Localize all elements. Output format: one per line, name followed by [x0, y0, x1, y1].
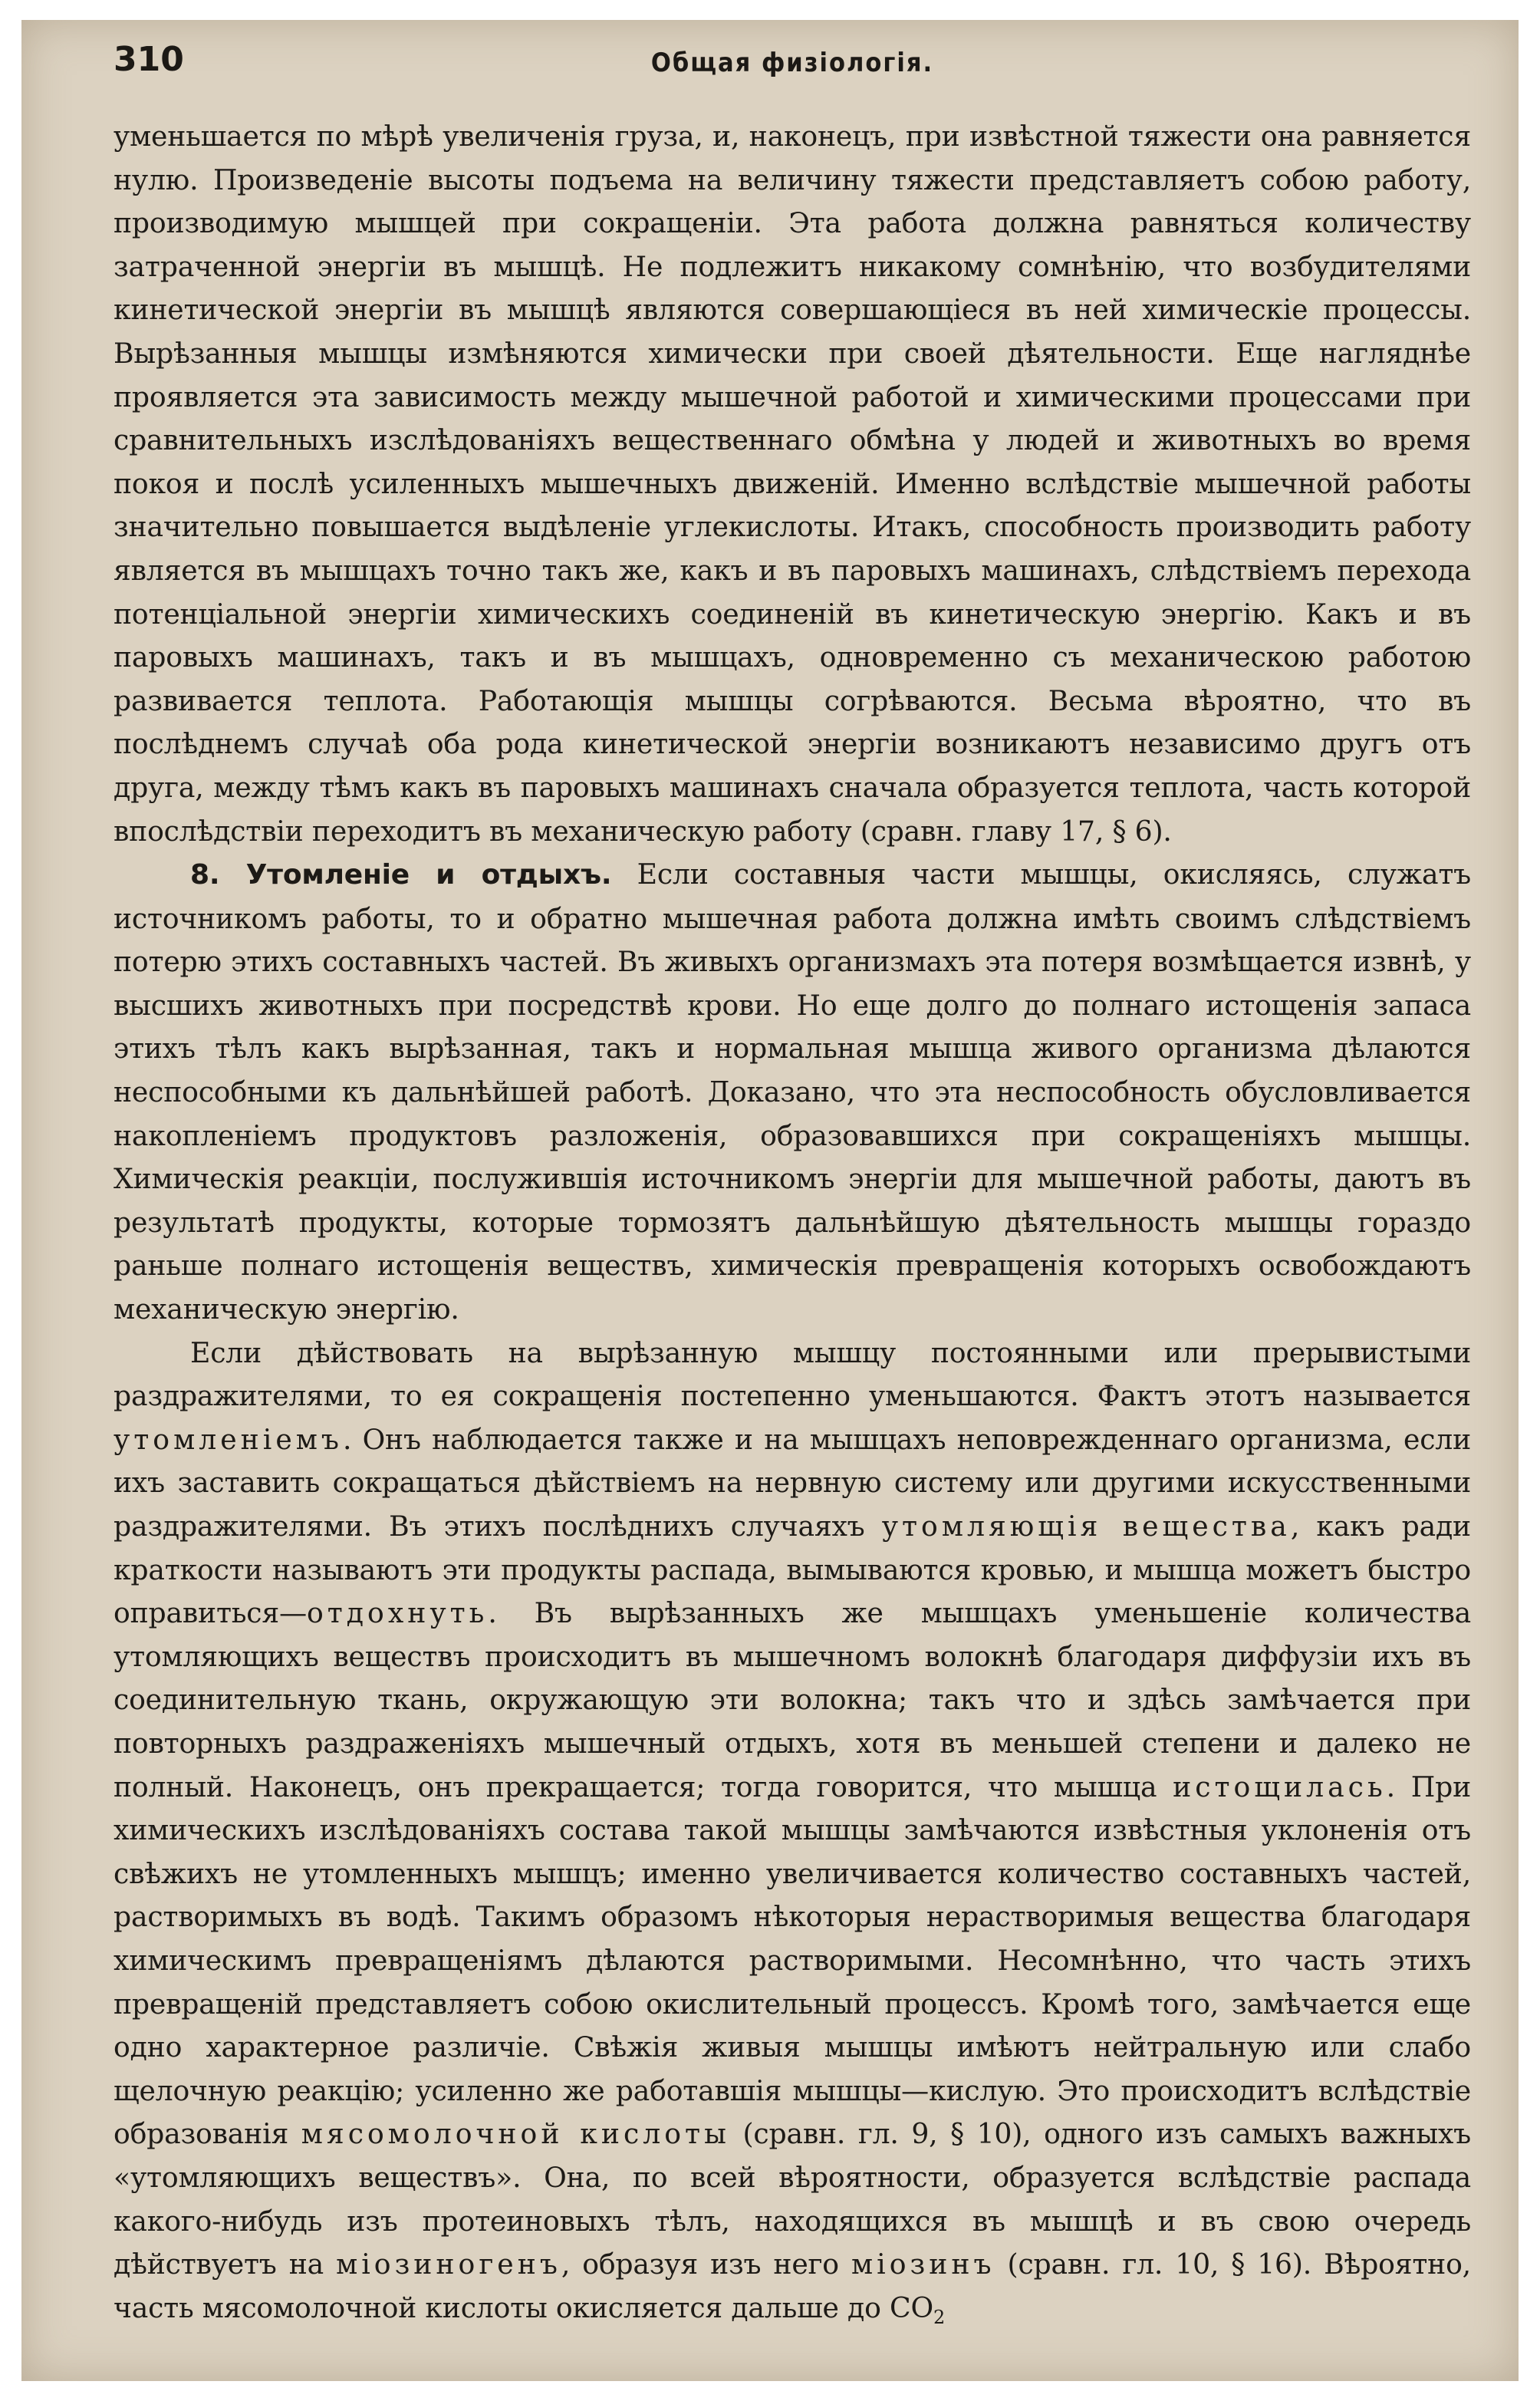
paragraph-3 — [114, 1332, 1471, 2340]
paragraph-3-text-c: , какъ ради краткости называютъ эти продукты распада, вымываются кровью, и мышца можетъ быстро оправиться— — [114, 1510, 1471, 1630]
paragraph-3-text-e: . При химическихъ изслѣдованіяхъ состава такой мышцы замѣчаются извѣстныя уклоненія отъ свѣжихъ не утомленныхъ мышцъ; именно увеличивается количество составныхъ частей, растворимыхъ въ водѣ. Такимъ образомъ нѣкоторыя нерастворимыя вещества благодаря химическимъ превращеніямъ дѣлаются растворимыми. Несомнѣнно, что часть этихъ превращеній представляетъ собою окислительный процессъ. Кромѣ того, замѣчается еще одно характерное различіе. Свѣжія живыя мышцы имѣютъ нейтральную или слабо щелочную реакцію; усиленно же работавшія мышцы—кислую. Это происходитъ вслѣдствіе образованія — [114, 1770, 1471, 2151]
paragraph-1-text: уменьшается по мѣрѣ увеличенія груза, и, наконецъ, при извѣстной тяжести она равняется нулю. Произведеніе высоты подъема на величину тяжести представляетъ собою работу, производимую мышцей при сокращеніи. Эта работа должна равняться количеству затраченной энергіи въ мышцѣ. Не подлежитъ никакому сомнѣнію, что возбудителями кинетической энергіи въ мышцѣ являются совершающіеся въ ней химическіе процессы. Вырѣзанныя мышцы измѣняются химически при своей дѣятельности. Еще нагляднѣе проявляется эта зависимость между мышечной работой и химическими процессами при сравнительныхъ изслѣдованіяхъ вещественнаго обмѣна у людей и животныхъ во время покоя и послѣ усиленныхъ мышечныхъ движеній. Именно вслѣдствіе мышечной работы значительно повышается выдѣленіе углекислоты. Итакъ, способность производить работу является въ мышцахъ точно такъ же, какъ и въ паровыхъ машинахъ, слѣдствіемъ перехода потенціальной энергіи химическихъ соединеній въ кинетическую энергію. Какъ и въ паровыхъ машинахъ, такъ и въ мышцахъ, одновременно съ механическою работою развивается теплота. Работающія мышцы согрѣваются. Весьма вѣроятно, что въ послѣднемъ случаѣ оба рода кинетической энергіи возникаютъ независимо другъ отъ друга, между тѣмъ какъ въ паровыхъ машинахъ сначала образуется теплота, часть которой впослѣдствіи переходитъ въ механическую работу (сравн. главу 17, § 6). — [114, 120, 1471, 848]
co2-subscript: 2 — [933, 2306, 946, 2328]
paragraph-3-text-g: , образуя изъ него — [561, 2248, 851, 2281]
term-myosin: міозинъ — [851, 2248, 995, 2281]
section-heading: 8. Утомленіе и отдыхъ. — [190, 859, 612, 891]
body-text — [114, 115, 1471, 2339]
term-rest: отдохнуть — [306, 1596, 489, 1630]
paragraph-1 — [114, 115, 1471, 853]
term-myosinogen: міозиногенъ — [336, 2248, 561, 2281]
paragraph-3-text-f: (сравн. гл. 9, § 10), одного изъ самыхъ важныхъ «утомляющихъ веществъ». Она, по всей вѣроятности, образуется вслѣдствіе распада какого-нибудь изъ протеиновыхъ тѣлъ, находящихся въ мышцѣ и въ свою очередь дѣйствуетъ на — [114, 2117, 1472, 2281]
paragraph-3-text-b: . Онъ наблюдается также и на мышцахъ неповрежденнаго организма, если ихъ заставить сокращаться дѣйствіемъ на нервную систему или другими искусственными раздражителями. Въ этихъ послѣднихъ случаяхъ — [114, 1422, 1471, 1543]
paragraph-2 — [114, 853, 1471, 1332]
page-number: 310 — [114, 40, 184, 79]
running-head — [114, 40, 1471, 94]
term-fatigue: утомленіемъ — [114, 1422, 343, 1456]
paragraph-3-text-h: (сравн. гл. 10, § 16). Вѣроятно, часть мясомолочной кислоты окисляется дальше до CO — [114, 2248, 1471, 2324]
running-title: Общая физіологія. — [650, 48, 934, 78]
term-lactic-acid: мясомолочной кислоты — [301, 2117, 730, 2151]
term-exhausted: истощилась — [1173, 1770, 1387, 1803]
paragraph-3-text-d: . Въ вырѣзанныхъ же мышцахъ уменьшеніе количества утомляющихъ веществъ происходитъ въ мышечномъ волокнѣ благодаря диффузіи ихъ въ соединительную ткань, окружающую эти волокна; такъ что и здѣсь замѣчается при повторныхъ раздраженіяхъ мышечный отдыхъ, хотя въ меньшей степени и далеко не полный. Наконецъ, онъ прекращается; тогда говорится, что мышца — [114, 1596, 1471, 1803]
paragraph-2-text: Если составныя части мышцы, окисляясь, служатъ источникомъ работы, то и обратно мышечная работа должна имѣть своимъ слѣдствіемъ потерю этихъ составныхъ частей. Въ живыхъ организмахъ эта потеря возмѣщается извнѣ, у высшихъ животныхъ при посредствѣ крови. Но еще долго до полнаго истощенія запаса этихъ тѣлъ какъ вырѣзанная, такъ и нормальная мышца живого организма дѣлаются неспособными къ дальнѣйшей работѣ. Доказано, что эта неспособность обусловливается накопленіемъ продуктовъ разложенія, образовавшихся при сокращеніяхъ мышцы. Химическія реакціи, послужившія источникомъ энергіи для мышечной работы, даютъ въ результатѣ продукты, которые тормозятъ дальнѣйшую дѣятельность мышцы гораздо раньше полнаго истощенія веществъ, химическія превращенія которыхъ освобождаютъ механическую энергію. — [114, 858, 1471, 1326]
term-fatiguing-substances: утомляющія вещества — [881, 1510, 1291, 1543]
paragraph-3-text-a: Если дѣйствовать на вырѣзанную мышцу постоянными или прерывистыми раздражителями, то ея сокращенія постепенно уменьшаются. Фактъ этотъ называется — [114, 1336, 1471, 1413]
